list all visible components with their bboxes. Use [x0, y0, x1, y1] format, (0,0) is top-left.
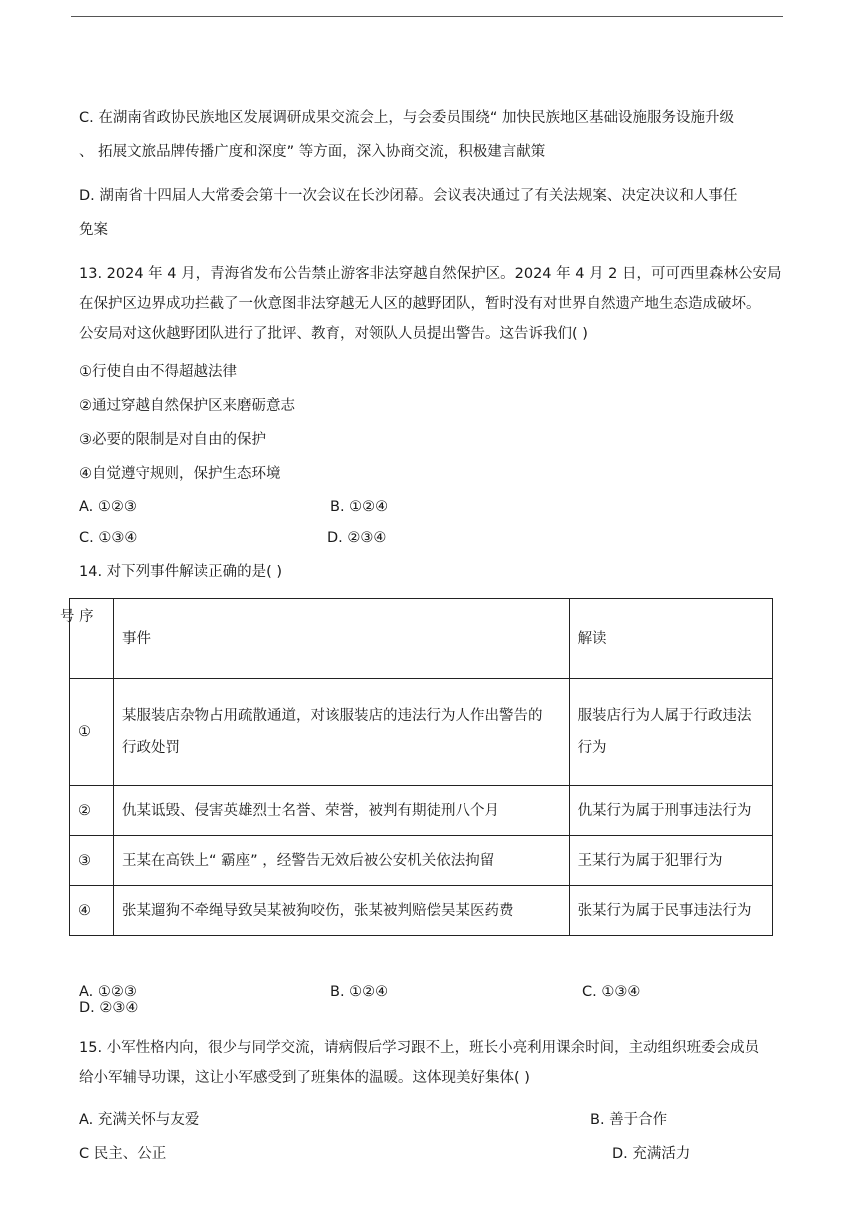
q13-option-d[interactable]: D. ②③④	[327, 530, 387, 546]
q14-option-a[interactable]: A. ①②③	[79, 984, 137, 1000]
q13-item-1: ①行使自由不得超越法律	[79, 364, 237, 380]
q12-option-c-line1: C. 在湖南省政协民族地区发展调研成果交流会上，与会委员围绕“ 加快民族地区基础设施服务设施升级	[79, 110, 734, 126]
row-interpretation: 仇某行为属于刑事违法行为	[569, 786, 772, 836]
row-interp-line1: 服装店行为人属于行政违法	[577, 708, 752, 724]
row-interpretation	[569, 679, 772, 786]
row-event-line2: 行政处罚	[121, 740, 180, 756]
q14-stem: 14. 对下列事件解读正确的是( )	[79, 564, 283, 580]
table-row	[70, 836, 773, 886]
row-event: 王某在高铁上“ 霸座” ，经警告无效后被公安机关依法拘留	[113, 836, 569, 886]
q12-option-d-line1: D. 湖南省十四届人大常委会第十一次会议在长沙闭幕。会议表决通过了有关法规案、决定决议和人事任	[79, 188, 738, 204]
header-event: 事件	[113, 599, 569, 679]
table-row	[70, 886, 773, 936]
q13-option-c[interactable]: C. ①③④	[79, 530, 138, 546]
header-seq-cell	[60, 599, 114, 679]
q14-option-d[interactable]: D. ②③④	[79, 1000, 139, 1016]
q15-option-d[interactable]: D. 充满活力	[612, 1146, 691, 1162]
q13-option-a[interactable]: A. ①②③	[79, 499, 137, 515]
q14-option-c[interactable]: C. ①③④	[582, 984, 641, 1000]
q13-option-b[interactable]: B. ①②④	[330, 499, 389, 515]
q14-events-table	[60, 598, 773, 936]
row-interpretation: 王某行为属于犯罪行为	[569, 836, 772, 886]
q15-stem-line2: 给小军辅导功课，这让小军感受到了班集体的温暖。这体现美好集体( )	[79, 1070, 530, 1086]
q15-option-b[interactable]: B. 善于合作	[590, 1112, 668, 1128]
row-seq: ③	[70, 836, 114, 886]
table-row	[70, 786, 773, 836]
page-top-rule	[71, 16, 783, 17]
q13-item-3: ③必要的限制是对自由的保护	[79, 432, 266, 448]
header-seq-label: 号 序	[60, 609, 94, 625]
row-interpretation: 张某行为属于民事违法行为	[569, 886, 772, 936]
q15-option-c[interactable]: C 民主、公正	[79, 1146, 167, 1162]
row-event	[113, 679, 569, 786]
row-interp-line2: 行为	[577, 740, 607, 756]
row-seq: ②	[70, 786, 114, 836]
table-header-row	[70, 599, 773, 679]
q13-stem-line2: 在保护区边界成功拦截了一伙意图非法穿越无人区的越野团队，暂时没有对世界自然遗产地生态造成破坏。	[79, 296, 761, 312]
row-event: 张某遛狗不牵绳导致吴某被狗咬伤，张某被判赔偿吴某医药费	[113, 886, 569, 936]
q13-stem-line1: 13. 2024 年 4 月，青海省发布公告禁止游客非法穿越自然保护区。2024 年 4 月 2 日，可可西里森林公安局	[79, 266, 782, 282]
table-row	[70, 679, 773, 786]
q15-option-a[interactable]: A. 充满关怀与友爱	[79, 1112, 200, 1128]
q15-stem-line1: 15. 小军性格内向，很少与同学交流，请病假后学习跟不上，班长小亮利用课余时间，主动组织班委会成员	[79, 1040, 760, 1056]
q13-item-4: ④自觉遵守规则，保护生态环境	[79, 466, 281, 482]
q12-option-d-line2: 免案	[79, 222, 108, 238]
row-event: 仇某诋毁、侵害英雄烈士名誉、荣誉，被判有期徒刑八个月	[113, 786, 569, 836]
header-interpretation: 解读	[569, 599, 772, 679]
q13-item-2: ②通过穿越自然保护区来磨砺意志	[79, 398, 295, 414]
row-seq: ①	[70, 679, 114, 786]
q14-option-b[interactable]: B. ①②④	[330, 984, 389, 1000]
row-event-line1: 某服装店杂物占用疏散通道，对该服装店的违法行为人作出警告的	[121, 708, 543, 724]
q12-option-c-line2: 、 拓展文旅品牌传播广度和深度” 等方面，深入协商交流，积极建言献策	[79, 144, 546, 160]
row-seq: ④	[70, 886, 114, 936]
q13-stem-line3: 公安局对这伙越野团队进行了批评、教育，对领队人员提出警告。这告诉我们( )	[79, 326, 588, 342]
